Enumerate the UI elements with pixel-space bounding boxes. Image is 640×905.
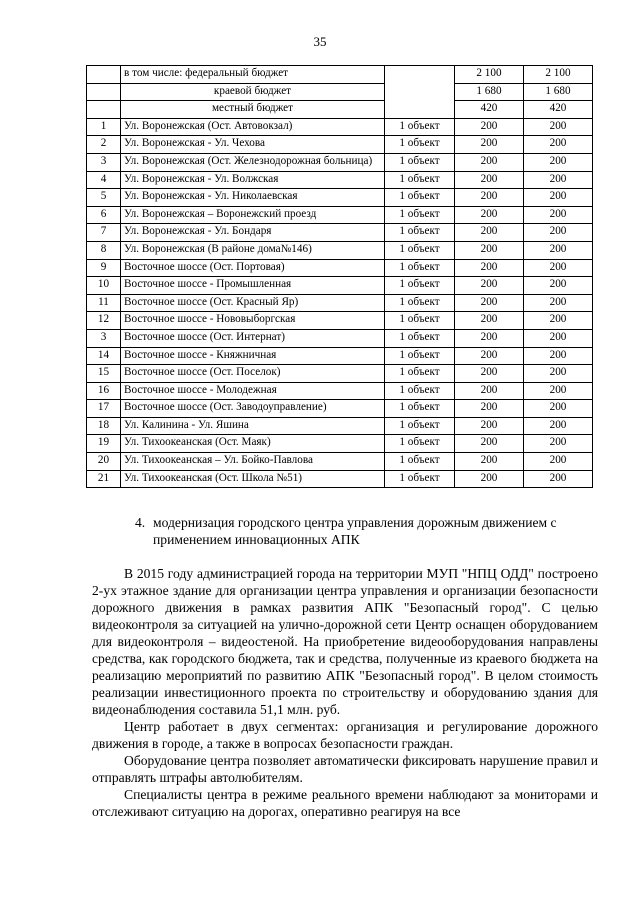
row-number: 11 <box>87 294 121 312</box>
value-1: 200 <box>455 347 524 365</box>
section-heading <box>135 514 605 548</box>
section-title-line1: модернизация городского центра управления дорожным движением с <box>153 515 557 530</box>
location-name: Восточное шоссе - Промышленная <box>121 277 385 295</box>
table-row <box>87 294 593 312</box>
object-count: 1 объект <box>385 224 455 242</box>
budget-row-local <box>87 101 593 119</box>
value-2: 200 <box>524 259 593 277</box>
location-name: Ул. Воронежская - Ул. Чехова <box>121 136 385 154</box>
value-1: 200 <box>455 417 524 435</box>
row-number: 12 <box>87 312 121 330</box>
value-1: 200 <box>455 136 524 154</box>
budget-label: в том числе: федеральный бюджет <box>121 66 385 84</box>
object-count: 1 объект <box>385 294 455 312</box>
value-1: 200 <box>455 470 524 488</box>
location-name: Ул. Воронежская (В районе дома№146) <box>121 241 385 259</box>
location-name: Ул. Воронежская (Ост. Железнодорожная больница) <box>121 153 385 171</box>
object-count: 1 объект <box>385 312 455 330</box>
value-2: 200 <box>524 470 593 488</box>
location-name: Ул. Тихоокеанская (Ост. Школа №51) <box>121 470 385 488</box>
table-row <box>87 417 593 435</box>
location-name: Восточное шоссе (Ост. Поселок) <box>121 365 385 383</box>
object-count: 1 объект <box>385 277 455 295</box>
table-row <box>87 153 593 171</box>
value-2: 200 <box>524 189 593 207</box>
budget-value-1: 1 680 <box>455 83 524 101</box>
location-name: Восточное шоссе (Ост. Заводоуправление) <box>121 400 385 418</box>
object-count: 1 объект <box>385 189 455 207</box>
row-number: 18 <box>87 417 121 435</box>
table-row <box>87 470 593 488</box>
table-row <box>87 259 593 277</box>
location-name: Восточное шоссе - Княжничная <box>121 347 385 365</box>
budget-label: местный бюджет <box>121 101 385 119</box>
paragraph: В 2015 году администрацией города на территории МУП "НПЦ ОДД" построено 2-ух этажное здание для организации центра управления и организации безопасности дорожного движения в рамках развития АПК "Безопасный город". С целью видеоконтроля за ситуацией на улично-дорожной сети Центр оснащен оборудованием для видеоконтроля – видеостеной. На приобретение видеооборудования направлены средства, как городского бюджета, так и средства, полученные из краевого бюджета на реализацию мероприятий по развитию АПК "Безопасный город". В целом стоимость реализации инвестиционного проекта по строительству и оборудованию здания для видеонаблюдения составила 51,1 млн. руб. <box>92 566 598 717</box>
object-count: 1 объект <box>385 206 455 224</box>
object-count: 1 объект <box>385 153 455 171</box>
value-2: 200 <box>524 118 593 136</box>
location-name: Ул. Тихоокеанская (Ост. Маяк) <box>121 435 385 453</box>
row-number: 16 <box>87 382 121 400</box>
paragraph: Оборудование центра позволяет автоматически фиксировать нарушение правил и отправлять штрафы автолюбителям. <box>92 753 598 785</box>
value-2: 200 <box>524 400 593 418</box>
table-row <box>87 224 593 242</box>
row-number: 6 <box>87 206 121 224</box>
object-count: 1 объект <box>385 241 455 259</box>
value-2: 200 <box>524 329 593 347</box>
value-2: 200 <box>524 312 593 330</box>
object-count: 1 объект <box>385 382 455 400</box>
section-number: 4. <box>135 515 146 530</box>
row-number: 2 <box>87 136 121 154</box>
budget-value-1: 2 100 <box>455 66 524 84</box>
value-2: 200 <box>524 417 593 435</box>
object-count: 1 объект <box>385 417 455 435</box>
section-heading-line1 <box>135 514 605 531</box>
location-name: Восточное шоссе (Ост. Интернат) <box>121 329 385 347</box>
value-1: 200 <box>455 171 524 189</box>
body-text <box>92 565 598 820</box>
value-1: 200 <box>455 259 524 277</box>
location-name: Ул. Воронежская – Воронежский проезд <box>121 206 385 224</box>
budget-value-2: 2 100 <box>524 66 593 84</box>
table-row <box>87 400 593 418</box>
location-name: Ул. Воронежская (Ост. Автовокзал) <box>121 118 385 136</box>
location-name: Восточное шоссе - Нововыборгская <box>121 312 385 330</box>
row-number: 21 <box>87 470 121 488</box>
value-1: 200 <box>455 382 524 400</box>
location-name: Ул. Воронежская - Ул. Бондаря <box>121 224 385 242</box>
value-2: 200 <box>524 206 593 224</box>
section-title-line2: применением инновационных АПК <box>153 532 360 547</box>
table-row <box>87 365 593 383</box>
value-2: 200 <box>524 277 593 295</box>
cameras-table <box>86 65 593 488</box>
row-number: 19 <box>87 435 121 453</box>
row-number: 8 <box>87 241 121 259</box>
table-row <box>87 206 593 224</box>
object-count: 1 объект <box>385 118 455 136</box>
row-number: 5 <box>87 189 121 207</box>
value-1: 200 <box>455 312 524 330</box>
value-1: 200 <box>455 206 524 224</box>
row-number: 20 <box>87 453 121 471</box>
budget-label: краевой бюджет <box>121 83 385 101</box>
location-name: Ул. Воронежская - Ул. Николаевская <box>121 189 385 207</box>
row-number: 3 <box>87 329 121 347</box>
row-number: 7 <box>87 224 121 242</box>
page-number: 35 <box>313 34 327 49</box>
budget-row-regional <box>87 83 593 101</box>
value-2: 200 <box>524 435 593 453</box>
row-number: 9 <box>87 259 121 277</box>
value-2: 200 <box>524 382 593 400</box>
table-row <box>87 382 593 400</box>
value-2: 200 <box>524 241 593 259</box>
table-row <box>87 189 593 207</box>
value-1: 200 <box>455 118 524 136</box>
table-row <box>87 453 593 471</box>
location-name: Ул. Калинина - Ул. Яшина <box>121 417 385 435</box>
value-1: 200 <box>455 294 524 312</box>
object-count: 1 объект <box>385 136 455 154</box>
paragraph: Специалисты центра в режиме реального времени наблюдают за мониторами и отслеживают ситуацию на дорогах, оперативно реагируя на все <box>92 787 598 819</box>
budget-value-2: 1 680 <box>524 83 593 101</box>
location-name: Восточное шоссе (Ост. Портовая) <box>121 259 385 277</box>
row-number: 15 <box>87 365 121 383</box>
row-number: 4 <box>87 171 121 189</box>
value-2: 200 <box>524 453 593 471</box>
table-row <box>87 329 593 347</box>
value-2: 200 <box>524 294 593 312</box>
value-1: 200 <box>455 224 524 242</box>
object-count: 1 объект <box>385 365 455 383</box>
value-1: 200 <box>455 329 524 347</box>
budget-row-federal <box>87 66 593 84</box>
paragraph: Центр работает в двух сегментах: организация и регулирование дорожного движения в городе, а также в вопросах безопасности граждан. <box>92 719 598 751</box>
value-2: 200 <box>524 365 593 383</box>
value-2: 200 <box>524 171 593 189</box>
table-row <box>87 435 593 453</box>
row-number: 10 <box>87 277 121 295</box>
value-1: 200 <box>455 277 524 295</box>
value-1: 200 <box>455 400 524 418</box>
table-row <box>87 118 593 136</box>
value-1: 200 <box>455 365 524 383</box>
object-count: 1 объект <box>385 329 455 347</box>
table-row <box>87 241 593 259</box>
table-row <box>87 171 593 189</box>
table-row <box>87 277 593 295</box>
value-2: 200 <box>524 153 593 171</box>
row-number: 1 <box>87 118 121 136</box>
row-number: 14 <box>87 347 121 365</box>
table-row <box>87 136 593 154</box>
object-count: 1 объект <box>385 453 455 471</box>
value-1: 200 <box>455 435 524 453</box>
object-count: 1 объект <box>385 470 455 488</box>
value-2: 200 <box>524 224 593 242</box>
budget-value-1: 420 <box>455 101 524 119</box>
table-row <box>87 312 593 330</box>
object-count: 1 объект <box>385 435 455 453</box>
value-2: 200 <box>524 136 593 154</box>
location-name: Восточное шоссе - Молодежная <box>121 382 385 400</box>
location-name: Восточное шоссе (Ост. Красный Яр) <box>121 294 385 312</box>
value-1: 200 <box>455 153 524 171</box>
value-2: 200 <box>524 347 593 365</box>
value-1: 200 <box>455 189 524 207</box>
value-1: 200 <box>455 453 524 471</box>
object-count: 1 объект <box>385 400 455 418</box>
budget-value-2: 420 <box>524 101 593 119</box>
row-number: 17 <box>87 400 121 418</box>
value-1: 200 <box>455 241 524 259</box>
object-count: 1 объект <box>385 347 455 365</box>
table-row <box>87 347 593 365</box>
object-count: 1 объект <box>385 259 455 277</box>
location-name: Ул. Воронежская - Ул. Волжская <box>121 171 385 189</box>
object-count: 1 объект <box>385 171 455 189</box>
location-name: Ул. Тихоокеанская – Ул. Бойко-Павлова <box>121 453 385 471</box>
row-number: 3 <box>87 153 121 171</box>
